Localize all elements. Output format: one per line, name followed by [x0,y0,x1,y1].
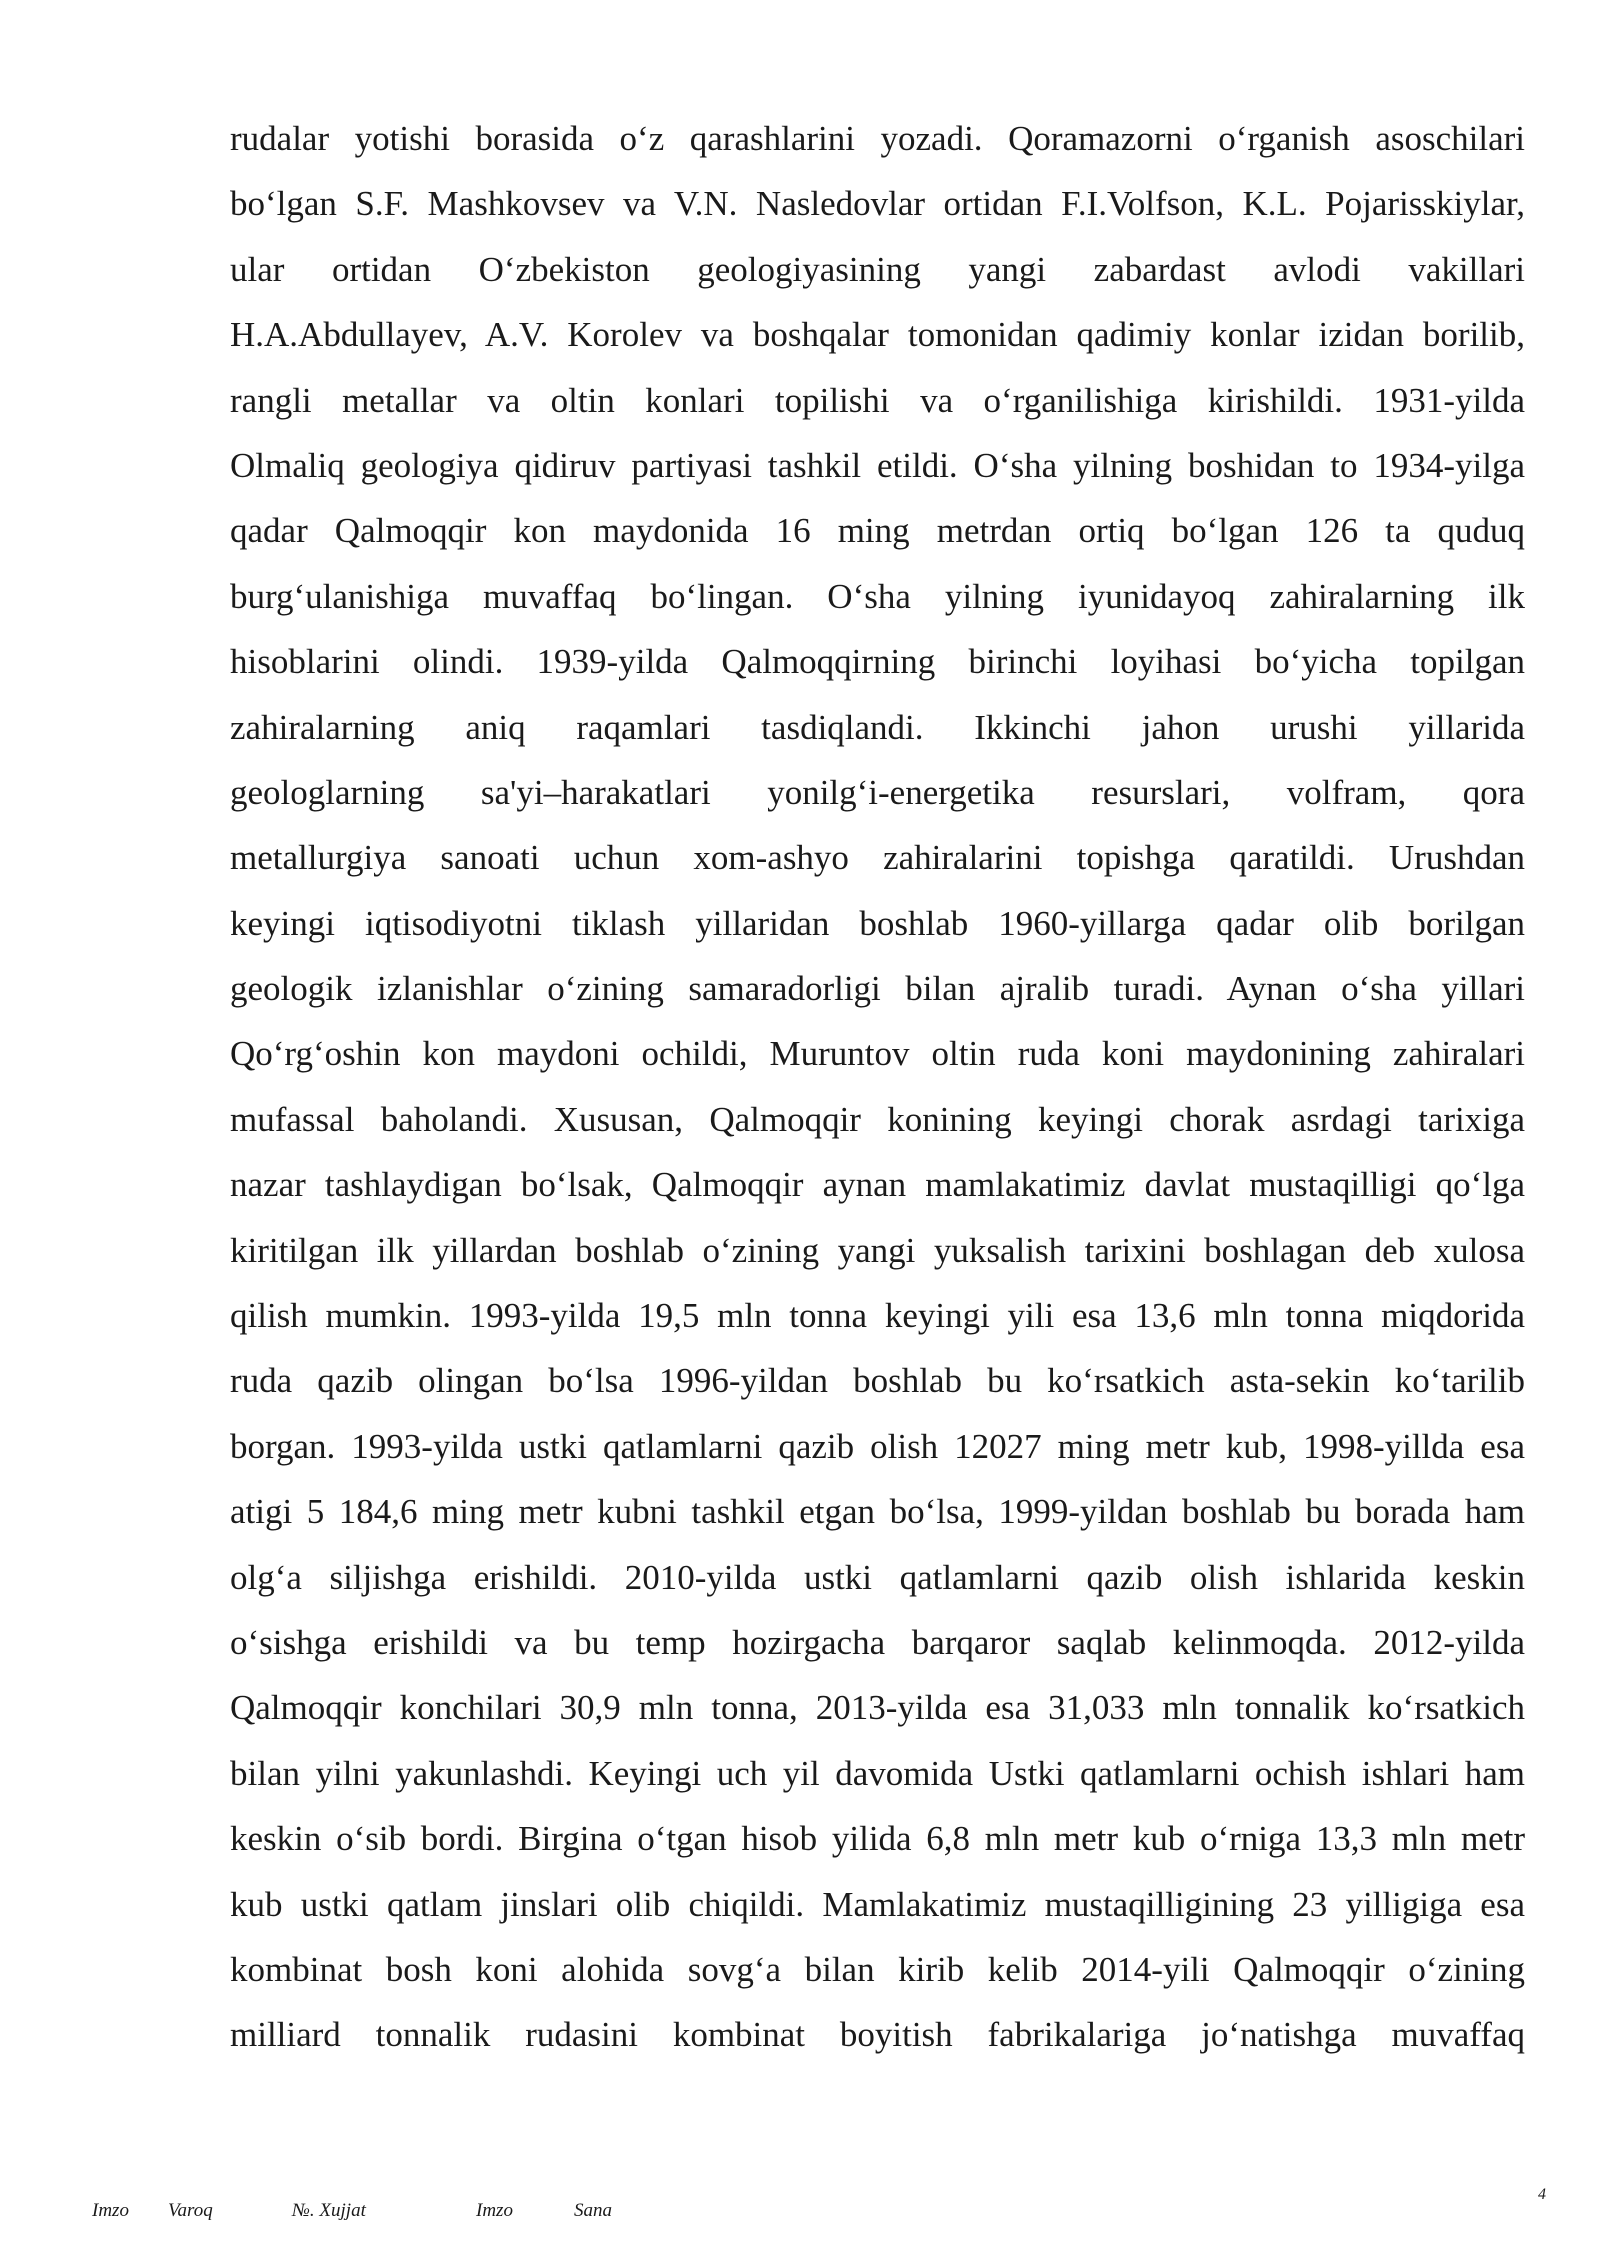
page-number: 4 [1538,2186,1546,2203]
body-text [230,106,1525,2068]
text-line: kiritilgan ilk yillardan boshlab o‘zining yangi yuksalish tarixini boshlagan deb xulosa [230,1230,1525,1270]
text-line: milliard tonnalik rudasini kombinat boyitish fabrikalariga jo‘natishga muvaffaq [230,2015,1525,2055]
text-line: bilan yilni yakunlashdi. Keyingi uch yil davomida Ustki qatlamlarni ochish ishlari ham [230,1753,1525,1793]
footer-imzo-label-2: Imzo [476,2200,513,2221]
footer-sana-label: Sana [574,2200,612,2221]
text-line: Olmaliq geologiya qidiruv partiyasi tashkil etildi. O‘sha yilning boshidan to 1934-yilga [230,445,1525,485]
text-line: hisoblarini olindi. 1939-yilda Qalmoqqirning birinchi loyihasi bo‘yicha topilgan [230,642,1525,682]
text-line: ruda qazib olingan bo‘lsa 1996-yildan boshlab bu ko‘rsatkich asta-sekin ko‘tarilib [230,1361,1525,1401]
footer-varoq-label: Varoq [168,2200,213,2221]
text-line: mufassal baholandi. Xususan, Qalmoqqir konining keyingi chorak asrdagi tarixiga [230,1099,1525,1139]
text-line: Qalmoqqir konchilari 30,9 mln tonna, 2013-yilda esa 31,033 mln tonnalik ko‘rsatkich [230,1688,1525,1728]
text-line: metallurgiya sanoati uchun xom-ashyo zahiralarini topishga qaratildi. Urushdan [230,838,1525,878]
text-line: keyingi iqtisodiyotni tiklash yillaridan boshlab 1960-yillarga qadar olib borilgan [230,903,1525,943]
text-line: nazar tashlaydigan bo‘lsak, Qalmoqqir aynan mamlakatimiz davlat mustaqilligi qo‘lga [230,1165,1525,1205]
text-line: Qo‘rg‘oshin kon maydoni ochildi, Muruntov oltin ruda koni maydonining zahiralari [230,1034,1525,1074]
text-line: ular ortidan O‘zbekiston geologiyasining yangi zabardast avlodi vakillari [230,249,1525,289]
text-line: olg‘a siljishga erishildi. 2010-yilda ustki qatlamlarni qazib olish ishlarida keskin [230,1557,1525,1597]
footer-imzo-label: Imzo [92,2200,129,2221]
text-line: zahiralarning aniq raqamlari tasdiqlandi. Ikkinchi jahon urushi yillarida [230,707,1525,747]
text-line: geologik izlanishlar o‘zining samaradorligi bilan ajralib turadi. Aynan o‘sha yillari [230,969,1525,1009]
text-line: qadar Qalmoqqir kon maydonida 16 ming metrdan ortiq bo‘lgan 126 ta quduq [230,511,1525,551]
text-line: kombinat bosh koni alohida sovg‘a bilan kirib kelib 2014-yili Qalmoqqir o‘zining [230,1949,1525,1989]
text-line: rangli metallar va oltin konlari topilishi va o‘rganilishiga kirishildi. 1931-yilda [230,380,1525,420]
text-line: qilish mumkin. 1993-yilda 19,5 mln tonna keyingi yili esa 13,6 mln tonna miqdorida [230,1296,1525,1336]
text-line: geologlarning sa'yi–harakatlari yonilg‘i-energetika resurslari, volfram, qora [230,772,1525,812]
text-line: bo‘lgan S.F. Mashkovsev va V.N. Nasledovlar ortidan F.I.Volfson, K.L. Pojarisskiylar, [230,184,1525,224]
text-line: keskin o‘sib bordi. Birgina o‘tgan hisob yilida 6,8 mln metr kub o‘rniga 13,3 mln metr [230,1819,1525,1859]
text-line: burg‘ulanishiga muvaffaq bo‘lingan. O‘sha yilning iyunidayoq zahiralarning ilk [230,576,1525,616]
text-line: rudalar yotishi borasida o‘z qarashlarini yozadi. Qoramazorni o‘rganish asoschilari [230,119,1525,158]
text-line: o‘sishga erishildi va bu temp hozirgacha barqaror saqlab kelinmoqda. 2012-yilda [230,1622,1525,1662]
footer-xujjat-label: №. Xujjat [292,2200,366,2221]
text-line: borgan. 1993-yilda ustki qatlamlarni qazib olish 12027 ming metr kub, 1998-yillda esa [230,1426,1525,1466]
text-line: H.A.Abdullayev, A.V. Korolev va boshqalar tomonidan qadimiy konlar izidan borilib, [230,315,1525,355]
text-line: atigi 5 184,6 ming metr kubni tashkil etgan bo‘lsa, 1999-yildan boshlab bu borada ham [230,1492,1525,1532]
footer-stamp [0,2200,1600,2230]
text-line: kub ustki qatlam jinslari olib chiqildi. Mamlakatimiz mustaqilligining 23 yilligiga esa [230,1884,1525,1924]
